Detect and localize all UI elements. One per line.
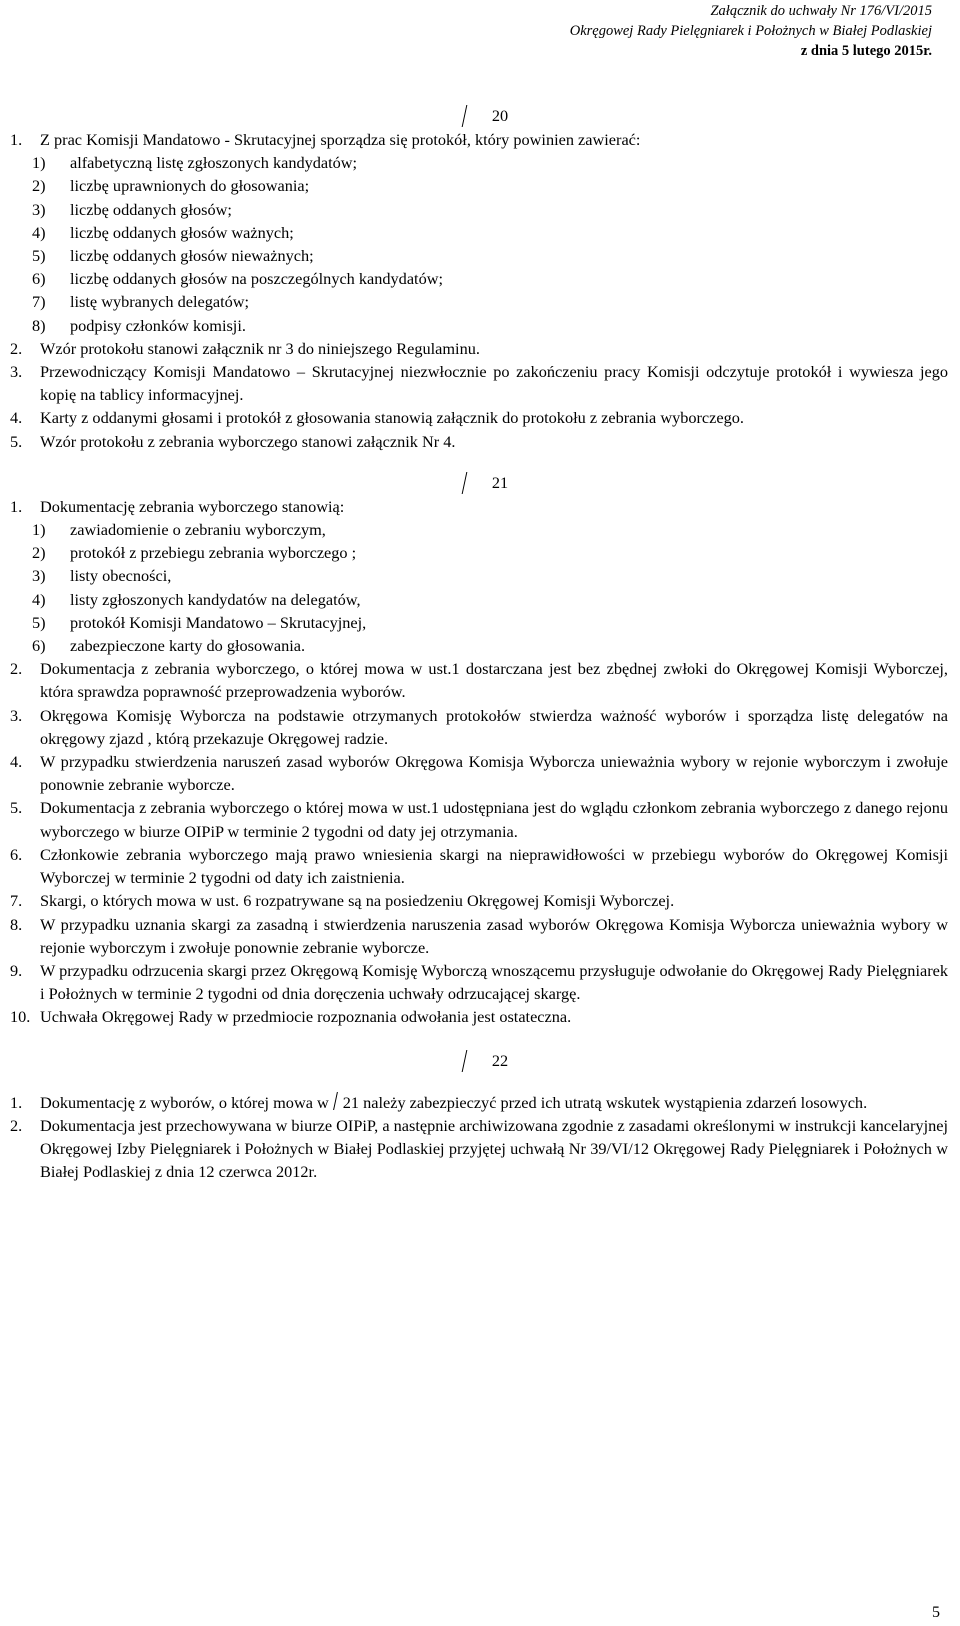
list-item	[10, 221, 948, 244]
s22-paragraph-2: 2. Dokumentacja jest przechowywana w biurze OIPiP, a następnie archiwizowana zgodnie z zasadami określonymi w instrukcji kancelaryjnej Okręgowej Izby Pielęgniarek i Położnych w Białej Podlaskiej przyjętej uchwałą Nr 39/VI/12 Okręgowej Rady Pielęgniarek i Położnych w Białej Podlaskiej z dnia 12 czerwca 2012r.	[10, 1115, 948, 1182]
list-item	[10, 151, 948, 174]
document-body	[10, 104, 948, 1183]
s20-paragraph-3: 3. Przewodniczący Komisji Mandatowo – Skrutacyjnej niezwłocznie po zakończeniu pracy Komisji odczytuje protokół i wywiesza jego kopię na tablicy informacyjnej.	[10, 362, 948, 405]
s21-paragraph-6: 6. Członkowie zebrania wyborczego mają prawo wniesienia skargi na nieprawidłowości w przebiegu wyborów do Okręgowej Komisji Wyborczej w terminie 2 tygodni od daty ich zaistnienia.	[10, 844, 948, 888]
list-item-number: 5)	[32, 612, 46, 632]
list-item-text: liczbę oddanych głosów nieważnych;	[70, 246, 314, 266]
list-item	[10, 314, 948, 337]
list-item-text: listy obecności,	[70, 566, 172, 586]
s20-paragraph-5: 5. Wzór protokołu z zebrania wyborczego stanowi załącznik Nr 4.	[10, 431, 456, 451]
list-item-text: listy zgłoszonych kandydatów na delegatów,	[70, 589, 361, 609]
header-line-2: Okręgowej Rady Pielęgniarek i Położnych w Białej Podlaskiej	[569, 23, 932, 39]
list-item-text: liczbę uprawnionych do głosowania;	[70, 176, 310, 196]
list-item-text: zabezpieczone karty do głosowania.	[70, 636, 306, 656]
list-item-number: 3)	[32, 199, 46, 219]
list-item	[10, 588, 948, 611]
list-item-number: 2)	[32, 176, 46, 196]
list-item-number: 7)	[32, 292, 46, 312]
attachment-header	[570, 1, 932, 61]
list-item-number: 8)	[32, 315, 46, 335]
list-item-number: 4)	[32, 589, 46, 609]
section-20-heading: 20	[10, 104, 948, 128]
list-item-text: protokół Komisji Mandatowo – Skrutacyjnej,	[70, 612, 367, 632]
s21-paragraph-3: 3. Okręgowa Komisję Wyborcza na podstawie otrzymanych protokołów stwierdza ważność wyborów i sporządza listę delegatów na okręgowy zjazd , którą przekazuje Okręgowej radzie.	[10, 705, 948, 748]
s20-paragraph-4: 4. Karty z oddanymi głosami i protokół z głosowania stanowią załącznik do protokołu z zebrania wyborczego.	[10, 408, 744, 428]
list-item-text: listę wybranych delegatów;	[70, 292, 250, 312]
list-item	[10, 267, 948, 290]
list-item-text: liczbę oddanych głosów;	[70, 199, 232, 219]
list-item	[10, 611, 948, 634]
s21-paragraph-7: 7. Skargi, o których mowa w ust. 6 rozpatrywane są na posiedzeniu Okręgowej Komisji Wyborczej.	[10, 891, 675, 911]
s21-paragraph-4: 4. W przypadku stwierdzenia naruszeń zasad wyborów Okręgowa Komisja Wyborcza unieważnia wybory w rejonie wyborczym i zwołuje ponownie zebranie wyborcze.	[10, 752, 948, 795]
list-item-text: zawiadomienie o zebraniu wyborczym,	[70, 520, 326, 540]
s21-paragraph-9: 9. W przypadku odrzucenia skargi przez Okręgową Komisję Wyborczą wnoszącemu przysługuje odwołanie do Okręgowej Rady Pielęgniarek i Położnych w terminie 2 tygodni od dnia doręczenia uchwały odrzucającej skargę.	[10, 960, 948, 1004]
list-item-number: 2)	[32, 543, 46, 563]
list-item-number: 6)	[32, 269, 46, 289]
list-item	[10, 634, 948, 657]
section-sign-icon	[458, 1050, 478, 1072]
s20-paragraph-2: 2. Wzór protokołu stanowi załącznik nr 3 do niniejszego Regulaminu.	[10, 338, 480, 358]
s21-paragraph-10: 10. Uchwała Okręgowej Rady w przedmiocie rozpoznania odwołania jest ostateczna.	[10, 1007, 572, 1027]
s20-p1-list	[10, 151, 948, 337]
list-item	[10, 174, 948, 197]
section-sign-icon	[458, 105, 478, 127]
list-item	[10, 541, 948, 564]
list-item	[10, 518, 948, 541]
header-line-3: z dnia 5 lutego 2015r.	[800, 43, 932, 59]
s21-paragraph-1: 1. Dokumentację zebrania wyborczego stanowią:	[10, 496, 345, 516]
section-21-heading: 21	[10, 471, 948, 495]
header-line-1: Załącznik do uchwały Nr 176/VI/2015	[710, 3, 932, 19]
section-sign-icon	[458, 472, 478, 494]
s21-paragraph-5: 5. Dokumentacja z zebrania wyborczego o której mowa w ust.1 udostępniana jest do wglądu członkom zebrania wyborczego z danego rejonu wyborczego w biurze OIPiP w terminie 2 tygodni od daty jej otrzymania.	[10, 798, 948, 841]
s21-paragraph-2: 2. Dokumentacja z zebrania wyborczego, o której mowa w ust.1 dostarczana jest bez zbędnej zwłoki do Okręgowej Komisji Wyborczej, która sprawdza poprawność przeprowadzenia wyborów.	[10, 659, 948, 702]
s21-p1-list	[10, 518, 948, 657]
section-22-heading: 22	[10, 1049, 948, 1073]
list-item-number: 4)	[32, 222, 46, 242]
page-number: 5	[932, 1603, 940, 1621]
s21-paragraph-8: 8. W przypadku uznania skargi za zasadną i stwierdzenia naruszenia zasad wyborów Okręgowa Komisja Wyborcza unieważnia wybory w rejonie wyborczym i zwołuje ponownie zebranie wyborcze.	[10, 914, 948, 957]
list-item-number: 1)	[32, 153, 46, 173]
s22-paragraph-1: 1. Dokumentację z wyborów, o której mowa w 21 należy zabezpieczyć przed ich utratą wskutek wystąpienia zdarzeń losowych.	[10, 1092, 868, 1112]
list-item	[10, 564, 948, 587]
list-item-text: liczbę oddanych głosów ważnych;	[70, 222, 294, 242]
s20-paragraph-1: 1. Z prac Komisji Mandatowo - Skrutacyjnej sporządza się protokół, który powinien zawierać:	[10, 130, 641, 149]
list-item-number: 5)	[32, 246, 46, 266]
section-sign-icon	[332, 1092, 340, 1110]
list-item-number: 6)	[32, 636, 46, 656]
list-item-number: 3)	[32, 566, 46, 586]
list-item-number: 1)	[32, 520, 46, 540]
list-item-text: protokół z przebiegu zebrania wyborczego ;	[70, 543, 357, 563]
list-item	[10, 198, 948, 221]
list-item	[10, 290, 948, 313]
list-item	[10, 244, 948, 267]
list-item-text: alfabetyczną listę zgłoszonych kandydatów;	[70, 153, 358, 173]
list-item-text: podpisy członków komisji.	[70, 315, 246, 335]
list-item-text: liczbę oddanych głosów na poszczególnych kandydatów;	[70, 269, 443, 289]
